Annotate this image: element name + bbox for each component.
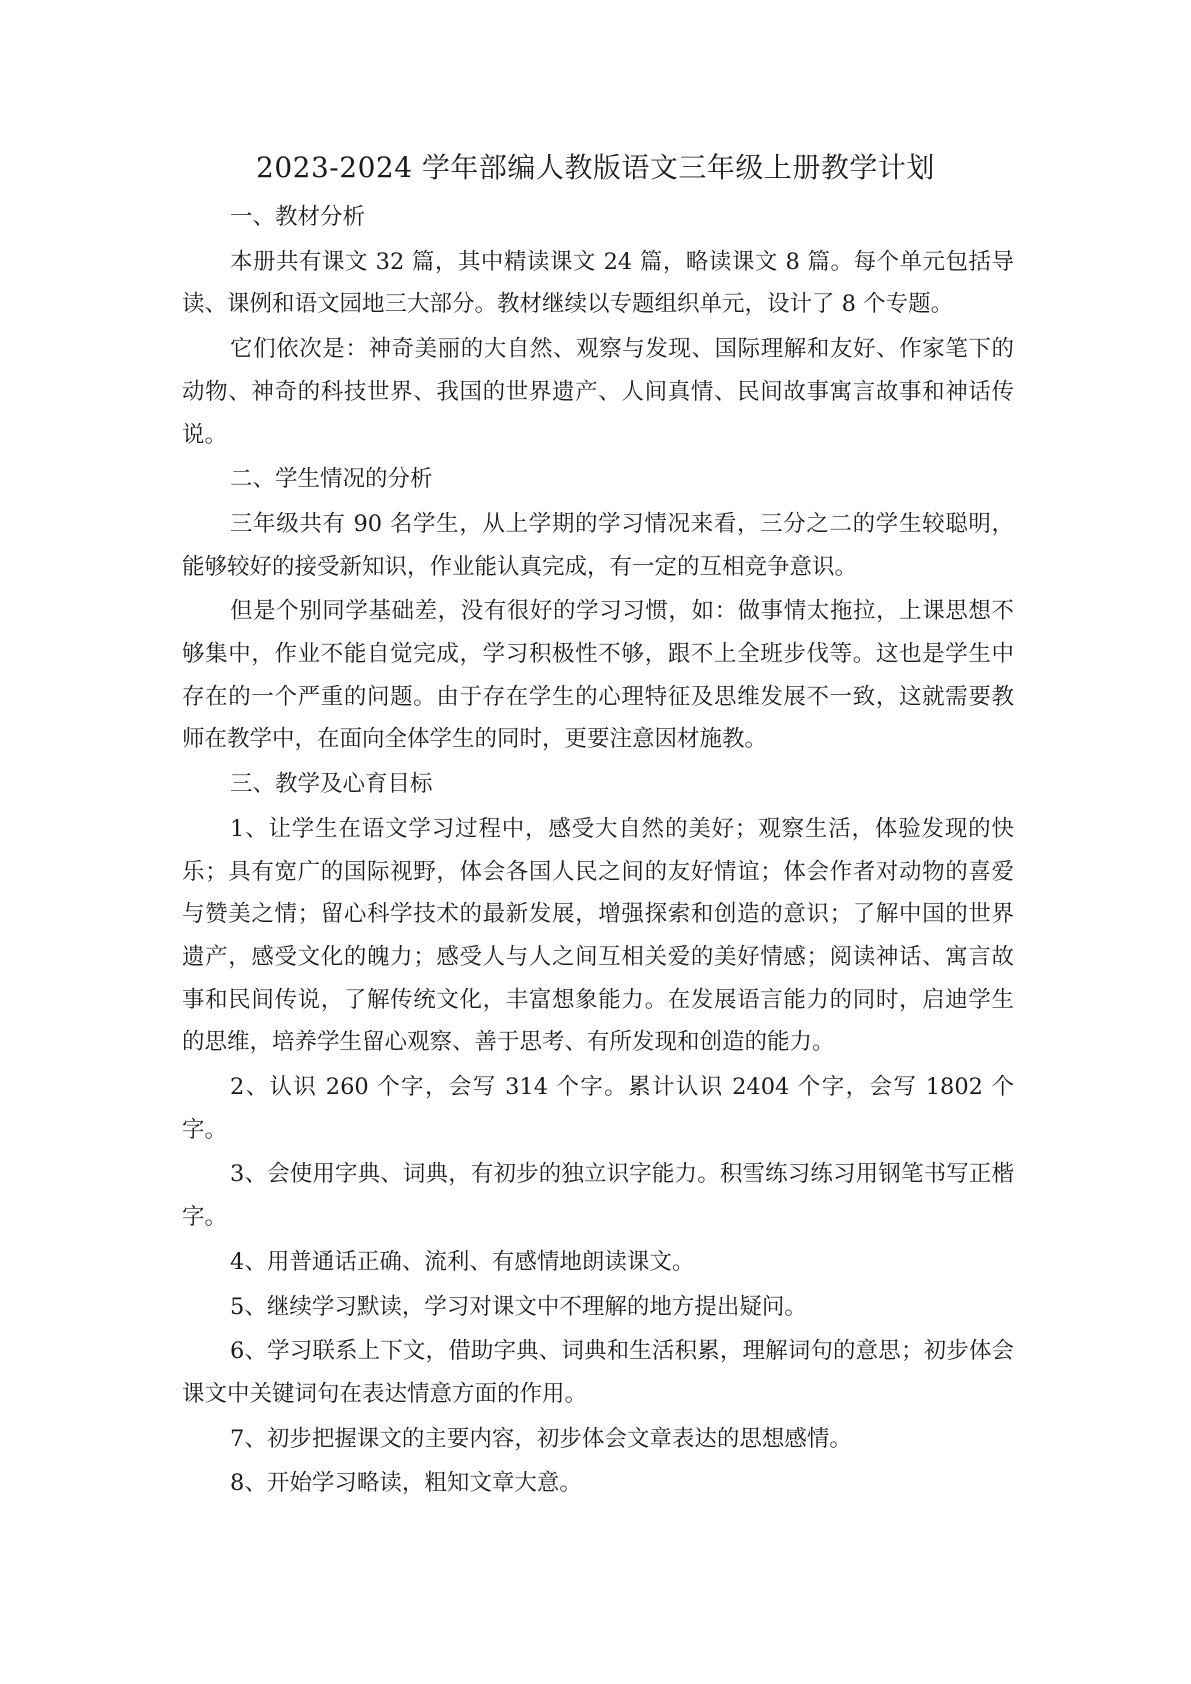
paragraph: 本册共有课文 32 篇，其中精读课文 24 篇，略读课文 8 篇。每个单元包括导读、课例和语文园地三大部分。教材继续以专题组织单元，设计了 8 个专题。 — [182, 248, 1014, 318]
paragraph: 但是个别同学基础差，没有很好的学习习惯，如：做事情太拖拉，上课思想不够集中，作业不能自觉完成，学习积极性不够，跟不上全班步伐等。这也是学生中存在的一个严重的问题。由于存在学生的心理特征及思维发展不一致，这就需要教师在教学中，在面向全体学生的同时，更要注意因材施教。 — [182, 598, 1014, 753]
goal-item: 2、认识 260 个字，会写 314 个字。累计认识 2404 个字，会写 1802 个字。 — [182, 1074, 1014, 1143]
section-heading-materials: 一、教材分析 — [230, 204, 366, 230]
section-heading-goals: 三、教学及心育目标 — [230, 771, 433, 798]
goal-item: 8、开始学习略读，粗知文章大意。 — [230, 1470, 582, 1497]
document-body — [182, 196, 1014, 1507]
document-title: 2023-2024 学年部编人教版语文三年级上册教学计划 — [256, 151, 935, 184]
goal-item: 4、用普通话正确、流利、有感情地朗读课文。 — [230, 1248, 695, 1275]
paragraph: 它们依次是：神奇美丽的大自然、观察与发现、国际理解和友好、作家笔下的动物、神奇的科技世界、我国的世界遗产、人间真情、民间故事寓言故事和神话传说。 — [182, 336, 1014, 448]
goal-item: 6、学习联系上下文，借助字典、词典和生活积累，理解词句的意思；初步体会课文中关键词句在表达情意方面的作用。 — [182, 1338, 1014, 1407]
section-heading-students: 二、学生情况的分析 — [230, 466, 433, 493]
goal-item: 7、初步把握课文的主要内容，初步体会文章表达的思想感情。 — [230, 1425, 852, 1452]
goal-item: 1、让学生在语文学习过程中，感受大自然的美好；观察生活，体验发现的快乐；具有宽广的国际视野，体会各国人民之间的友好情谊；体会作者对动物的喜爱与赞美之情；留心科学技术的最新发展，增强探索和创造的意识；了解中国的世界遗产，感受文化的魄力；感受人与人之间互相关爱的美好情感；阅读神话、寓言故事和民间传说，了解传统文化，丰富想象能力。在发展语言能力的同时，启迪学生的思维，培养学生留心观察、善于思考、有所发现和创造的能力。 — [182, 815, 1014, 1056]
goal-item: 5、继续学习默读，学习对课文中不理解的地方提出疑问。 — [230, 1293, 807, 1320]
paragraph: 三年级共有 90 名学生，从上学期的学习情况来看，三分之二的学生较聪明，能够较好的接受新知识，作业能认真完成，有一定的互相竞争意识。 — [182, 510, 1014, 580]
goal-item: 3、会使用字典、词典，有初步的独立识字能力。积雪练习练习用钢笔书写正楷字。 — [182, 1161, 1014, 1231]
